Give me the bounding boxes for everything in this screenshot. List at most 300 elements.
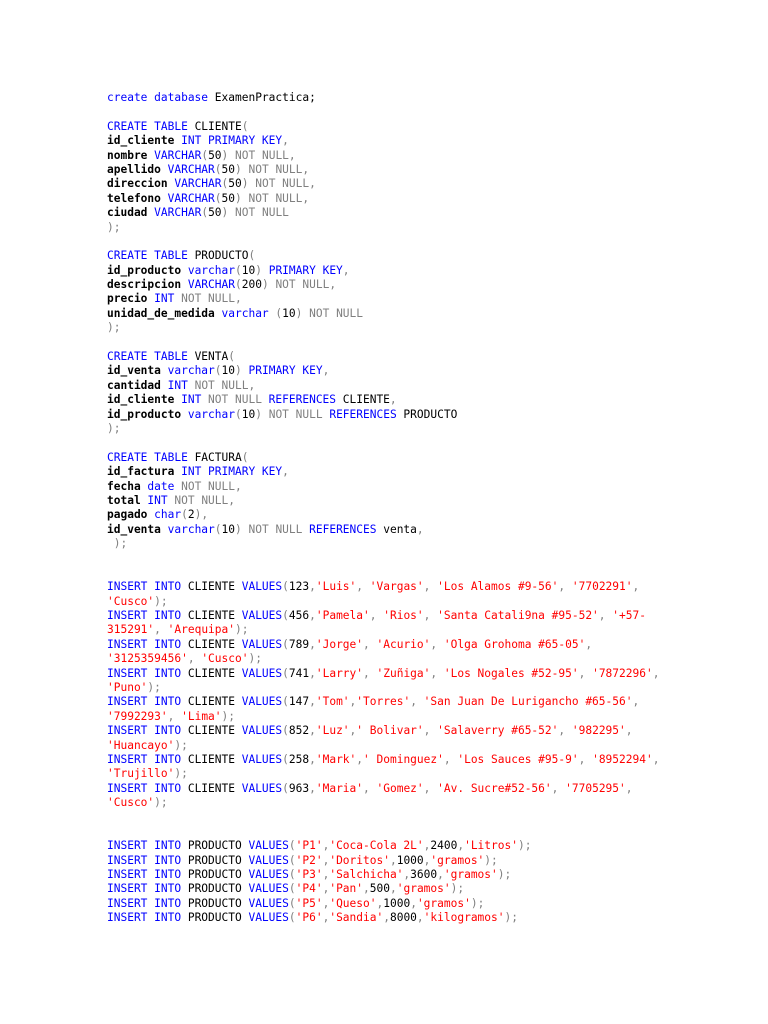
code-token: ( [288, 882, 296, 896]
code-token: 10 [241, 263, 256, 277]
code-token: '7992293' [107, 709, 168, 723]
code-token: 'P4' [295, 882, 323, 896]
code-line [107, 206, 747, 220]
code-line [107, 652, 747, 666]
code-token: , [423, 580, 438, 594]
code-token: 'Olga Grohoma #65-05' [443, 637, 586, 651]
code-token: ); [107, 537, 128, 551]
code-line [107, 292, 747, 306]
code-token: 10 [221, 522, 236, 536]
code-token: , [363, 666, 377, 680]
code-token: ( [214, 522, 222, 536]
code-token: 10 [221, 364, 236, 378]
code-token: VARCHAR [154, 206, 202, 220]
code-token: , [154, 623, 168, 637]
code-token: , [356, 580, 370, 594]
code-token: ); [504, 911, 518, 925]
code-token: PRIMARY KEY [261, 263, 343, 277]
code-token: 852 [288, 724, 310, 738]
code-token: ( [201, 148, 209, 162]
code-token: , [585, 637, 593, 651]
code-token: , [423, 839, 431, 853]
code-token: 'Santa Catali9na #95-52' [437, 609, 599, 623]
code-token: VALUES [241, 695, 283, 709]
code-token: NOT NULL [241, 191, 303, 205]
code-token: , [416, 911, 424, 925]
code-token: , [652, 752, 660, 766]
code-token: 'Doritos' [329, 853, 390, 867]
code-token: ciudad [107, 206, 155, 220]
code-token: , [598, 609, 613, 623]
code-token: 'Huancayo' [107, 738, 175, 752]
code-token: pagado [107, 508, 155, 522]
blank-line [107, 825, 747, 839]
code-token: 'Mark' [315, 752, 357, 766]
code-token: INSERT INTO [107, 695, 188, 709]
code-token: PRODUCTO [187, 882, 249, 896]
code-token: 741 [288, 666, 310, 680]
code-token: CREATE TABLE [107, 350, 195, 364]
code-token: ); [174, 738, 188, 752]
code-token: descripcion [107, 278, 188, 292]
code-token: ( [282, 637, 289, 651]
code-token: 'Maria' [315, 781, 364, 795]
code-token: , [309, 752, 316, 766]
code-token: 50 [221, 162, 236, 176]
code-token: CREATE TABLE [107, 249, 195, 263]
code-token: ( [288, 911, 296, 925]
code-line [107, 580, 747, 594]
code-token: PRODUCTO [187, 853, 249, 867]
code-token: 'Los Nogales #52-95' [443, 666, 579, 680]
code-token: VARCHAR [187, 278, 235, 292]
code-line [107, 911, 747, 925]
code-token: ); [107, 220, 121, 234]
code-token: , [437, 868, 444, 882]
code-token: 'Rios' [383, 609, 424, 623]
code-token: '7705295' [565, 781, 626, 795]
code-token: CREATE TABLE [107, 450, 195, 464]
code-token: 2400 [430, 839, 458, 853]
code-token: 'Cusco' [107, 796, 155, 810]
code-token: , [551, 781, 566, 795]
code-line [107, 882, 747, 896]
code-token: PRODUCTO [187, 911, 249, 925]
code-token: CLIENTE [187, 637, 242, 651]
code-token: varchar [187, 263, 235, 277]
code-token: id_cliente [107, 134, 182, 148]
code-token: INSERT INTO [107, 724, 188, 738]
code-token: VALUES [241, 781, 283, 795]
code-token: 963 [288, 781, 310, 795]
blank-line [107, 235, 747, 249]
code-token: , [389, 393, 397, 407]
code-token: CLIENTE [187, 666, 242, 680]
code-token: ( [288, 868, 296, 882]
code-token: NOT NULL [228, 206, 289, 220]
code-token: INSERT INTO [107, 868, 188, 882]
code-line [107, 595, 747, 609]
code-token: ) [235, 191, 242, 205]
code-token: VALUES [248, 853, 289, 867]
code-token: ( [288, 896, 296, 910]
code-token: 50 [228, 177, 242, 191]
code-token: ( [282, 609, 289, 623]
code-token: 200 [241, 278, 262, 292]
code-token: ( [282, 666, 289, 680]
code-token: ( [228, 350, 235, 364]
code-token: VENTA [194, 350, 229, 364]
code-token: '7872296' [592, 666, 653, 680]
code-token: 'Av. Sucre#52-56' [437, 781, 552, 795]
code-token: 315291' [107, 623, 155, 637]
code-line [107, 868, 747, 882]
code-token: VALUES [248, 882, 289, 896]
code-token: PRODUCTO [187, 868, 249, 882]
code-token: ) [261, 278, 269, 292]
code-token: , [369, 609, 384, 623]
code-token: ( [241, 119, 249, 133]
code-token: INSERT INTO [107, 911, 188, 925]
code-token: 'Sandia' [329, 911, 384, 925]
code-token: total [107, 493, 148, 507]
code-token: , [322, 882, 330, 896]
code-token: 'Los Sauces #95-9' [457, 752, 579, 766]
code-token: 'San Juan De Lurigancho #65-56' [423, 695, 633, 709]
code-token: 'Los Alamos #9-56' [437, 580, 559, 594]
code-token: direccion [107, 177, 175, 191]
code-token: REFERENCES [261, 393, 337, 407]
code-token: unidad_de_medida [107, 306, 222, 320]
code-token: , [430, 666, 444, 680]
code-token: VALUES [248, 911, 289, 925]
code-token: 'Pan' [329, 882, 364, 896]
code-token: CLIENTE [194, 119, 242, 133]
code-token: id_factura [107, 465, 182, 479]
code-line [107, 393, 747, 407]
code-token: , [410, 896, 417, 910]
code-token: 'P5' [295, 896, 323, 910]
code-token: ( [214, 162, 222, 176]
code-token: ( [181, 508, 188, 522]
code-token: , [423, 781, 438, 795]
code-token: VALUES [241, 580, 283, 594]
code-token: INSERT INTO [107, 666, 188, 680]
code-token: ( [288, 853, 296, 867]
code-token: , [403, 868, 411, 882]
code-token: VARCHAR [167, 162, 215, 176]
code-token: , [430, 637, 444, 651]
code-token: ) [235, 364, 242, 378]
code-token: , [309, 177, 316, 191]
code-line [107, 523, 747, 537]
code-line [107, 508, 747, 522]
blank-line [107, 811, 747, 825]
code-token: , [228, 493, 236, 507]
code-token: , [235, 479, 242, 493]
code-token: PRODUCTO [187, 896, 249, 910]
code-token: VARCHAR [154, 148, 202, 162]
code-token: 'Zuñiga' [376, 666, 431, 680]
code-token: ( [282, 580, 289, 594]
code-token: 'Tom' [315, 695, 350, 709]
code-token: CLIENTE [187, 781, 242, 795]
code-line [107, 134, 747, 148]
code-token: ) [221, 148, 229, 162]
code-token: VARCHAR [167, 191, 215, 205]
code-token: , [457, 839, 465, 853]
code-token: ( [248, 249, 256, 263]
code-token: venta [376, 522, 417, 536]
code-token: ); [147, 681, 161, 695]
code-token: 3600 [410, 868, 438, 882]
code-token: NOT NULL [302, 306, 364, 320]
code-token: ( [282, 781, 289, 795]
code-token: VALUES [248, 839, 289, 853]
code-token: , [167, 709, 182, 723]
code-token: NOT NULL [241, 522, 303, 536]
code-line [107, 782, 747, 796]
code-line [107, 451, 747, 465]
code-token: ); [107, 321, 121, 335]
code-line [107, 739, 747, 753]
code-token: 'P3' [295, 868, 323, 882]
code-token: , [282, 134, 289, 148]
code-token: , [423, 724, 438, 738]
code-token: id_producto [107, 263, 188, 277]
code-token: INSERT INTO [107, 752, 188, 766]
code-token: , [632, 580, 640, 594]
code-token: , [342, 263, 350, 277]
code-line [107, 710, 747, 724]
code-line [107, 379, 747, 393]
code-token: , [349, 724, 357, 738]
code-token: 'Luz' [315, 724, 350, 738]
code-token: 'Puno' [107, 681, 148, 695]
code-token: NOT NULL [248, 177, 310, 191]
code-token: 'gramos' [396, 882, 451, 896]
code-token: 'gramos' [416, 896, 471, 910]
code-token: INSERT INTO [107, 580, 188, 594]
code-token: ) [235, 522, 242, 536]
code-token: ); [470, 896, 485, 910]
code-token: ( [234, 263, 242, 277]
code-token: ( [241, 450, 249, 464]
code-token: CLIENTE [187, 752, 242, 766]
code-token: char [154, 508, 182, 522]
code-line [107, 465, 747, 479]
code-token: ); [484, 853, 498, 867]
code-token: 'kilogramos' [423, 911, 505, 925]
code-line [107, 307, 747, 321]
code-token: NOT NULL [201, 393, 262, 407]
blank-line [107, 336, 747, 350]
code-token: 'Vargas' [369, 580, 424, 594]
code-token: 'P2' [295, 853, 323, 867]
code-line [107, 480, 747, 494]
code-token: 'gramos' [443, 868, 498, 882]
code-token: , [356, 752, 364, 766]
code-token: , [363, 637, 377, 651]
code-token: id_producto [107, 407, 188, 421]
blank-line [107, 552, 747, 566]
code-line [107, 667, 747, 681]
code-token: create database [107, 91, 215, 104]
code-token: CLIENTE [187, 609, 242, 623]
code-token: NOT NULL [241, 162, 303, 176]
code-token: 1000 [383, 896, 411, 910]
code-token: INSERT INTO [107, 781, 188, 795]
code-line [107, 221, 747, 235]
code-token: ); [517, 839, 532, 853]
code-token: 'Arequipa' [167, 623, 235, 637]
code-token: ); [154, 796, 168, 810]
code-token: 2 [187, 508, 195, 522]
code-token: , [625, 724, 633, 738]
code-line [107, 753, 747, 767]
code-token: 'Queso' [329, 896, 377, 910]
code-token: , [235, 292, 242, 306]
code-line [107, 149, 747, 163]
code-line [107, 422, 747, 436]
code-token: NOT NULL [228, 148, 289, 162]
code-token: NOT NULL [268, 278, 330, 292]
code-token: CLIENTE [187, 695, 242, 709]
code-line [107, 767, 747, 781]
code-token: ) [295, 306, 303, 320]
code-token: 'Salaverry #65-52' [437, 724, 559, 738]
code-token: VALUES [248, 868, 289, 882]
code-token: , [625, 781, 633, 795]
code-line [107, 249, 747, 263]
code-token: 'Lima' [181, 709, 222, 723]
code-token: id_venta [107, 364, 168, 378]
code-token: ( [201, 206, 209, 220]
code-token: 'Gomez' [376, 781, 424, 795]
code-token: 'Larry' [315, 666, 364, 680]
code-token: id_venta [107, 522, 168, 536]
code-token: , [652, 666, 660, 680]
code-token: ); [497, 868, 512, 882]
code-token: INT [147, 493, 168, 507]
code-token: CREATE TABLE [107, 119, 195, 133]
code-token: PRODUCTO [194, 249, 249, 263]
code-line [107, 638, 747, 652]
code-token: varchar [167, 364, 215, 378]
code-token: INT [167, 378, 188, 392]
code-token: , [410, 695, 424, 709]
code-token: 50 [208, 206, 222, 220]
code-token: date [147, 479, 175, 493]
code-line [107, 177, 747, 191]
code-token: telefono [107, 191, 168, 205]
blank-line [107, 436, 747, 450]
code-token: 50 [208, 148, 222, 162]
code-token: INSERT INTO [107, 896, 188, 910]
code-token: CLIENTE [336, 393, 390, 407]
code-token: , [309, 637, 316, 651]
code-token: NOT NULL [187, 378, 249, 392]
code-token: NOT NULL [261, 407, 323, 421]
code-token: ' Bolivar' [356, 724, 424, 738]
code-token: 'Jorge' [315, 637, 364, 651]
code-token: , [389, 882, 397, 896]
code-token: PRODUCTO [187, 839, 249, 853]
code-token: ); [107, 421, 121, 435]
code-token: , [309, 609, 316, 623]
code-token: 456 [288, 609, 310, 623]
code-token: , [376, 896, 384, 910]
code-token: 'Cusco' [201, 652, 249, 666]
code-token: , [423, 853, 431, 867]
code-token: INSERT INTO [107, 882, 188, 896]
code-token: ) [255, 263, 262, 277]
code-token: ( [268, 306, 283, 320]
code-token: ) [255, 407, 262, 421]
code-token: , [309, 695, 316, 709]
code-token: '982295' [571, 724, 626, 738]
code-token: , [632, 695, 640, 709]
code-token: , [322, 868, 330, 882]
code-token: , [363, 882, 370, 896]
code-token: varchar [167, 522, 215, 536]
code-token: ( [234, 407, 242, 421]
code-token: ); [235, 623, 249, 637]
code-token: 10 [241, 407, 256, 421]
code-token: , [416, 522, 424, 536]
code-line [107, 321, 747, 335]
code-token: 'Coca-Cola 2L' [329, 839, 424, 853]
code-token: , [282, 465, 289, 479]
code-token: , [363, 781, 377, 795]
code-token: 1000 [396, 853, 424, 867]
code-token: fecha [107, 479, 148, 493]
code-token: 147 [288, 695, 310, 709]
code-line [107, 278, 747, 292]
code-token: '3125359456' [107, 652, 188, 666]
code-token: NOT NULL [174, 479, 235, 493]
code-token: ) [221, 206, 229, 220]
code-token: ) [241, 177, 249, 191]
code-token: VALUES [241, 609, 283, 623]
code-token: varchar [187, 407, 235, 421]
code-token: 'Trujillo' [107, 767, 175, 781]
code-token: PRODUCTO [396, 407, 458, 421]
code-token: PRIMARY KEY [241, 364, 323, 378]
code-token: 10 [282, 306, 296, 320]
code-token: , [383, 911, 390, 925]
code-token: 8000 [389, 911, 417, 925]
code-token: 50 [221, 191, 236, 205]
code-token: VALUES [241, 724, 283, 738]
code-token: INSERT INTO [107, 637, 188, 651]
code-line [107, 364, 747, 378]
code-line [107, 623, 747, 637]
code-token: '+57- [612, 609, 646, 623]
code-token: ' Dominguez' [363, 752, 444, 766]
code-token: , [309, 580, 316, 594]
code-token: INSERT INTO [107, 853, 188, 867]
code-line [107, 494, 747, 508]
code-token: , [187, 652, 202, 666]
code-token: INSERT INTO [107, 839, 188, 853]
code-token: 'Luis' [315, 580, 357, 594]
code-token: INT [181, 393, 202, 407]
code-token: , [578, 666, 593, 680]
code-token: ( [288, 839, 296, 853]
code-token: ( [282, 752, 289, 766]
code-line [107, 695, 747, 709]
